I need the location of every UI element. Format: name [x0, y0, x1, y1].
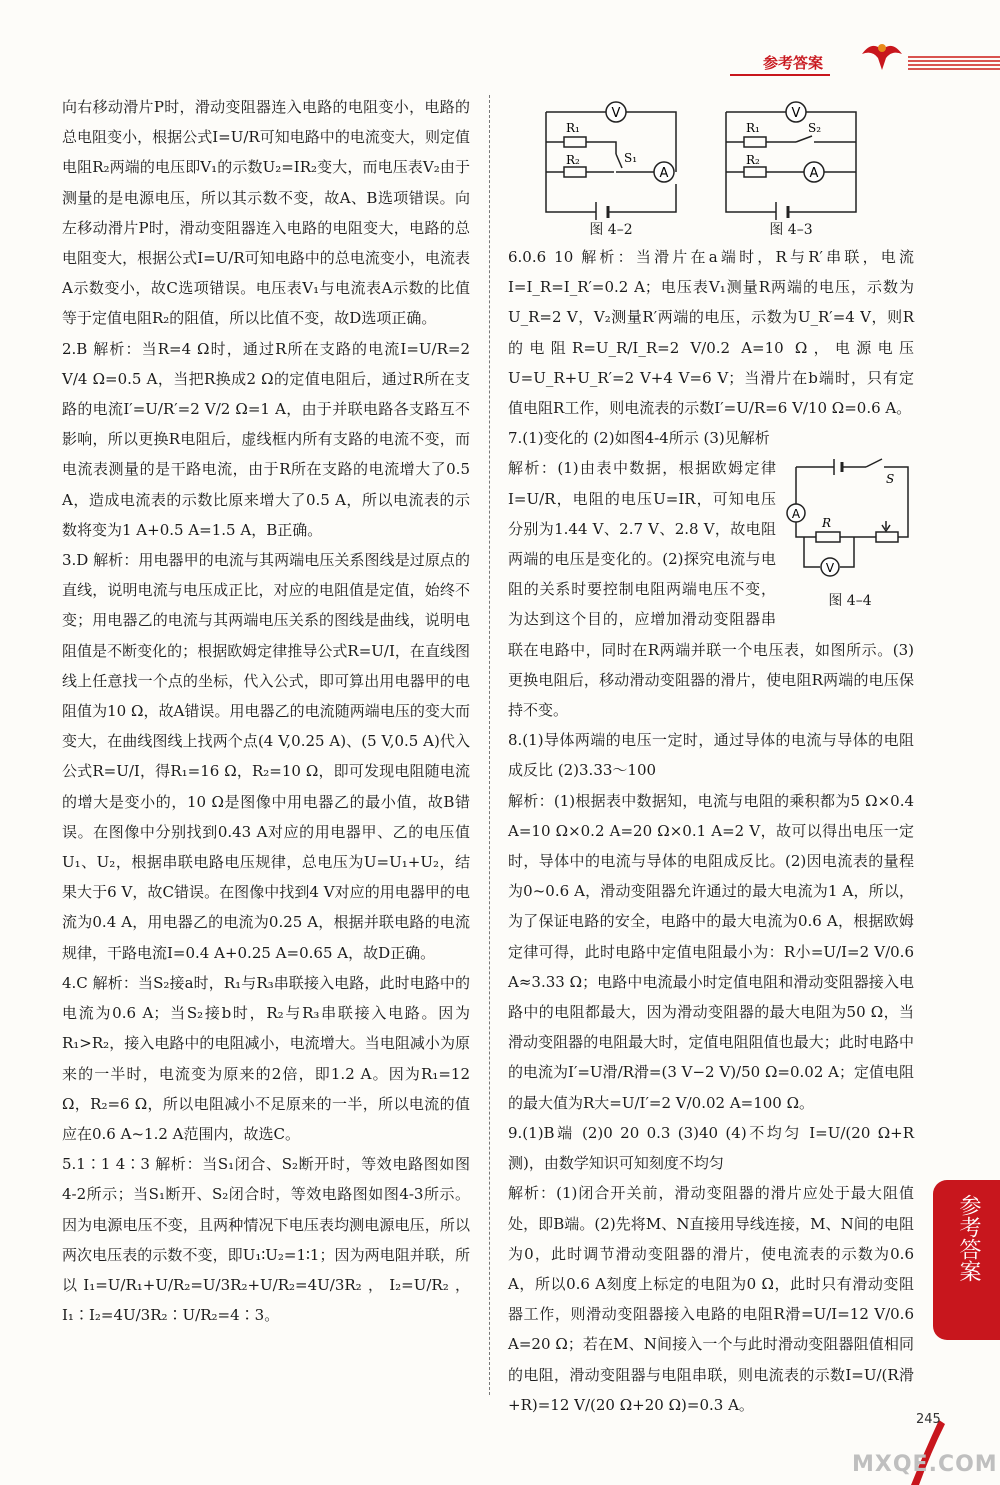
answer-4: 4.C 解析：当S₂接a时，R₁与R₃串联接入电路，此时电路中的电流为0.6 A；当S₂接b时，R₂与R₃串联接入电路。因为R₁>R₂，接入电路中的电阻减小，电流增大。当电阻减小为原来的一半时，电流变为原来的2倍，即1.2 A。因为R₁=12 Ω，R₂=6 Ω，所以电阻减小不足原来的一半，所以电流的值应在0.6 A~1.2 A范围内，故选C。 [62, 973, 470, 1143]
header-title: 参考答案 [763, 54, 824, 72]
svg-text:R₂: R₂ [746, 153, 760, 167]
left-column [62, 92, 470, 1330]
svg-text:V: V [791, 106, 801, 121]
page-number: 245 [916, 1412, 941, 1427]
svg-text:V: V [611, 106, 621, 121]
header-stripes [908, 56, 1000, 70]
answer-7-body: 解析：(1)由表中数据，根据欧姆定律I=U/R，电阻的电压U=IR，可知电压分别为1.44 V、2.7 V、2.8 V，故电阻两端的电压是变化的。(2)探究电流与电阻的关系时要控制电阻两端电压不变，为达到这个目的，应增加滑动变阻器串联在电路中，同时在R两端并联一个电压表，如图所示。(3)更换电阻后，移动滑动变阻器的滑片，使电阻R两端的电压保持不变。 [508, 459, 914, 720]
header-rule [730, 74, 830, 76]
svg-text:A: A [809, 166, 819, 181]
circuit-diagram-4-3 [716, 92, 866, 220]
column-divider [489, 95, 490, 1395]
answer-9-head: 9.(1)B端 (2)0 20 0.3 (3)40 (4)不均匀 I=U/(20 Ω+R测)，由数学知识可知刻度不均匀 [508, 1123, 914, 1173]
answer-8-head: 8.(1)导体两端的电压一定时，通过导体的电流与导体的电阻成反比 (2)3.33～100 [508, 731, 914, 780]
side-tab-label: 参考答案 [956, 1194, 981, 1282]
answer-3: 3.D 解析：用电器甲的电流与其两端电压关系图线是过原点的直线，说明电流与电压成正比，对应的电阻值是定值，始终不变；用电器乙的电流与其两端电压关系的图线是曲线，说明电阻值是不断变化的；根据欧姆定律推导公式R=U/I，在直线图线上任意找一个点的坐标，代入公式，即可算出用电器甲的电阻值为10 Ω，故A错误。用电器乙的电流随两端电压的变大而变大，在曲线图线上找两个点(4 V,0.25 A)、(5 V,0.5 A)代入公式R=U/I，得R₁=16 Ω，R₂=10 Ω，即可发现电阻随电流的增大是变小的，10 Ω是图像中用电器乙的最小值，故B错误。在图像中分别找到0.43 A对应的用电器甲、乙的电压值U₁、U₂，根据串联电路电压规律，总电压为U=U₁+U₂，结果大于6 V，故C错误。在图像中找到4 V对应的用电器甲的电流为0.4 A，用电器乙的电流为0.25 A，根据并联电路的电流规律，干路电流I=0.4 A+0.25 A=0.65 A，故D正确。 [62, 551, 470, 962]
svg-text:A: A [659, 166, 669, 181]
answer-9-body: 解析：(1)闭合开关前，滑动变阻器的滑片应处于最大阻值处，即B端。(2)先将M、N直接用导线连接，M、N间的电阻为0，此时调节滑动变阻器的滑片，使电流表的示数为0.6 A，所以0.6 A刻度上标定的电阻为0 Ω，此时只有滑动变阻器工作，则滑动变阻器接入电路的电阻R滑=U/I=12 V/0.6 A=20 Ω；若在M、N间接入一个与此时滑动变阻器阻值相同的电阻，滑动变阻器与电阻串联，则电流表的示数I=U/(R滑+R)=12 V/(20 Ω+20 Ω)=0.3 A。 [508, 1184, 914, 1414]
svg-text:V: V [825, 561, 835, 576]
figure-4-4-caption: 图 4–4 [828, 593, 872, 610]
answer-5: 5.1∶1 4∶3 解析：当S₁闭合、S₂断开时，等效电路图如图4-2所示；当S₁断开、S₂闭合时，等效电路图如图4-3所示。因为电源电压不变，且两种情况下电压表均测电源电压，所以两次电压表的示数不变，即U₁∶U₂=1∶1；因为两电阻并联，所以I₁=U/R₁+U/R₂=U/3R₂+U/R₂=4U/3R₂，I₂=U/R₂，I₁∶I₂=4U/3R₂∶U/R₂=4∶3。 [62, 1155, 470, 1325]
side-tab [933, 1180, 1000, 1340]
figure-4-3-caption: 图 4–3 [769, 222, 813, 238]
answer-2: 2.B 解析：当R=4 Ω时，通过R所在支路的电流I=U/R=2 V/4 Ω=0.5 A，当把R换成2 Ω的定值电阻后，通过R所在支路的电流I′=U/R′=2 V/2 Ω=1 A，由于并联电路各支路互不影响，所以更换R电阻后，虚线框内所有支路的电流不变，而电流表测量的是干路电流，由于R所在支路的电流增大了0.5 A，造成电流表的示数比原来增大了0.5 A，所以电流表的示数将变为1 A+0.5 A=1.5 A，B正确。 [62, 339, 470, 539]
eagle-logo-icon [860, 36, 904, 74]
svg-text:S: S [886, 472, 895, 487]
answer-7-head: 7.(1)变化的 (2)如图4-4所示 (3)见解析 [508, 429, 770, 448]
right-column [508, 92, 914, 1420]
page-header [730, 52, 1000, 82]
figure-4-3 [716, 92, 866, 240]
watermark [812, 1412, 1000, 1485]
figure-4-4 [786, 457, 914, 611]
answer-8-body: 解析：(1)根据表中数据知，电流与电阻的乘积都为5 Ω×0.4 A=10 Ω×0.2 A=20 Ω×0.1 A=2 V，故可以得出电压一定时，导体中的电流与导体的电阻成反比。(2)因电流表的量程为0~0.6 A，滑动变阻器允许通过的最大电流为1 A，所以，为了保证电路的安全，电路中的最大电流为0.6 A，根据欧姆定律可得，此时电路中定值电阻最小为：R小=U/I=2 V/0.6 A≈3.33 Ω；电路中电流最小时定值电阻和滑动变阻器接入电路中的电阻都最大，因为滑动变阻器的最大电阻为50 Ω，当滑动变阻器的电阻最大时，定值电阻阻值也最大；此时电路中的电流为I′=U滑/R滑=(3 V−2 V)/50 Ω=0.02 A；定值电阻的最大值为R大=U/I′=2 V/0.02 A=100 Ω。 [508, 791, 914, 1112]
figure-row [536, 92, 866, 240]
circuit-diagram-4-2 [536, 92, 686, 220]
svg-text:A: A [791, 507, 801, 522]
svg-text:R₂: R₂ [566, 153, 580, 167]
answer-1-continued: 向右移动滑片P时，滑动变阻器连入电路的电阻变小，电路的总电阻变小，根据公式I=U/R可知电路中的电流变大，则定值电阻R₂两端的电压即V₁的示数U₂=IR₂变大，而电压表V₂由于测量的是电源电压，所以其示数不变，故A、B选项错误。向左移动滑片P时，滑动变阻器连入电路的电阻变大，电路的总电阻变大，根据公式I=U/R可知电路中的总电流变小，电流表A示数变小，故C选项错误。电压表V₁与电流表A示数的比值等于定值电阻R₂的阻值，所以比值不变，故D选项正确。 [62, 98, 470, 328]
svg-text:S₁: S₁ [624, 151, 638, 165]
svg-text:R₁: R₁ [746, 121, 760, 135]
watermark-text: MXQE.COM [852, 1452, 998, 1477]
figure-4-2 [536, 92, 686, 240]
answer-6: 6.0.6 10 解析：当滑片在a端时，R与R′串联，电流I=I_R=I_R′=0.2 A；电压表V₁测量R两端的电压，示数为U_R=2 V，V₂测量R′两端的电压，示数为U_R′=4 V，则R的电阻R=U_R/I_R=2 V/0.2 A=10 Ω，电源电压U=U_R+U_R′=2 V+4 V=6 V；当滑片在b端时，只有定值电阻R工作，则电流表的示数I′=U/R=6 V/10 Ω=0.6 A。 [508, 248, 914, 418]
figure-4-2-caption: 图 4–2 [589, 222, 633, 238]
svg-text:S₂: S₂ [808, 121, 822, 135]
svg-text:R: R [822, 516, 832, 531]
svg-text:R₁: R₁ [566, 121, 580, 135]
circuit-diagram-4-4 [786, 457, 914, 585]
